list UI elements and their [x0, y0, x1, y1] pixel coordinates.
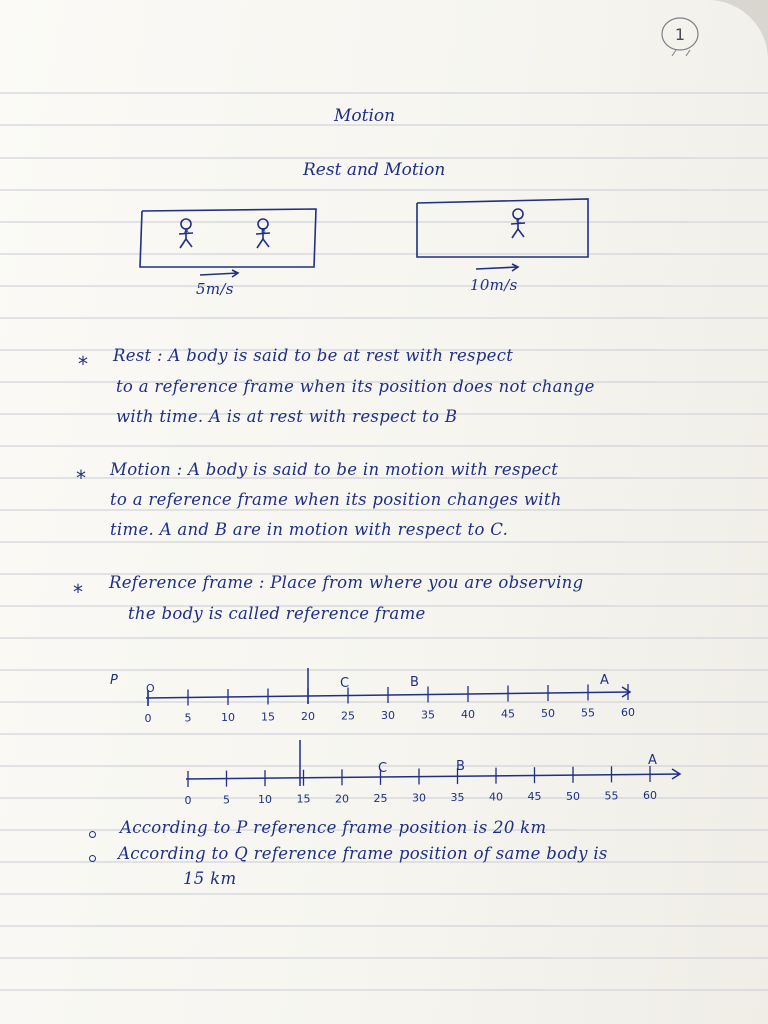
tick-label: 5 [184, 711, 192, 725]
tick-label: 20 [301, 710, 315, 723]
marker-b: B [456, 759, 465, 774]
tick-label: 45 [501, 707, 515, 721]
tick-label: 15 [296, 792, 311, 806]
circle-bullet-icon [89, 831, 96, 838]
right-frame-box [417, 199, 588, 257]
tick-label: 25 [341, 709, 355, 723]
figure-c-label: C [516, 217, 521, 225]
tick-label: 5 [223, 793, 230, 807]
rest-line-2: to a reference frame when its position does not change [116, 377, 595, 396]
page-number: 1 [674, 25, 686, 44]
tick-label: 40 [489, 790, 503, 804]
marker-b: B [410, 675, 419, 690]
marker-a: A [648, 753, 657, 768]
tick-label: 20 [335, 792, 349, 806]
tick-label: 55 [604, 789, 619, 803]
left-speed-label: 5m/s [196, 280, 234, 298]
motion-line-1: Motion : A body is said to be in motion with respect [110, 460, 559, 479]
axis-line [186, 774, 680, 779]
tick-label: 30 [412, 791, 426, 805]
section-heading: Rest and Motion [303, 160, 446, 180]
tick-label: 50 [566, 789, 580, 803]
bullet-star-icon: * [78, 352, 88, 376]
figure-a-label: A [184, 227, 189, 235]
marker-c: C [340, 676, 350, 691]
marker-a: A [600, 673, 609, 688]
tick-label: 60 [643, 788, 657, 802]
tick-label: 35 [421, 708, 435, 722]
motion-line-2: to a reference frame when its position changes with [110, 490, 562, 509]
tick-label: 55 [581, 706, 595, 720]
tick-label: 50 [541, 707, 555, 720]
rest-line-3: with time. A is at rest with respect to B [116, 407, 458, 426]
tick-label: 15 [261, 710, 275, 724]
figure-b-label: B [261, 227, 266, 235]
motion-line-3: time. A and B are in motion with respect to C. [110, 520, 509, 539]
right-speed-label: 10m/s [470, 276, 518, 294]
page-number-circle [656, 12, 706, 62]
conclusion-line-3: 15 km [183, 869, 237, 888]
origin-label-p: P [110, 673, 118, 688]
tick-label: 35 [450, 791, 465, 805]
tick-label: 45 [527, 790, 542, 804]
page-title: Motion [334, 106, 396, 126]
reference-line-2: the body is called reference frame [128, 604, 426, 623]
left-frame-box [140, 209, 316, 267]
circle-bullet-icon [89, 855, 96, 862]
conclusion-line-2: According to Q reference frame position of same body is [118, 844, 608, 863]
tick-label: 10 [258, 793, 272, 807]
tick-label: 60 [621, 706, 635, 719]
tick-label: 0 [144, 712, 152, 725]
tick-label: 30 [381, 709, 395, 722]
rest-line-1: Rest : A body is said to be at rest with respect [113, 346, 514, 365]
reference-line-1: Reference frame : Place from where you are observing [109, 573, 584, 592]
zero-label: O [146, 682, 155, 695]
bullet-star-icon: * [76, 466, 86, 490]
marker-c: C [378, 761, 388, 776]
velocity-arrow-left [200, 273, 238, 275]
tick-label: 10 [221, 711, 235, 724]
bullet-star-icon: * [73, 580, 83, 604]
number-line-q [150, 738, 690, 818]
tick-label: 0 [184, 794, 192, 807]
tick-label: 25 [373, 791, 388, 805]
number-line-p [100, 660, 660, 740]
conclusion-line-1: According to P reference frame position is 20 km [120, 818, 547, 837]
velocity-arrow-right [476, 267, 518, 269]
tick-label: 40 [461, 708, 475, 721]
